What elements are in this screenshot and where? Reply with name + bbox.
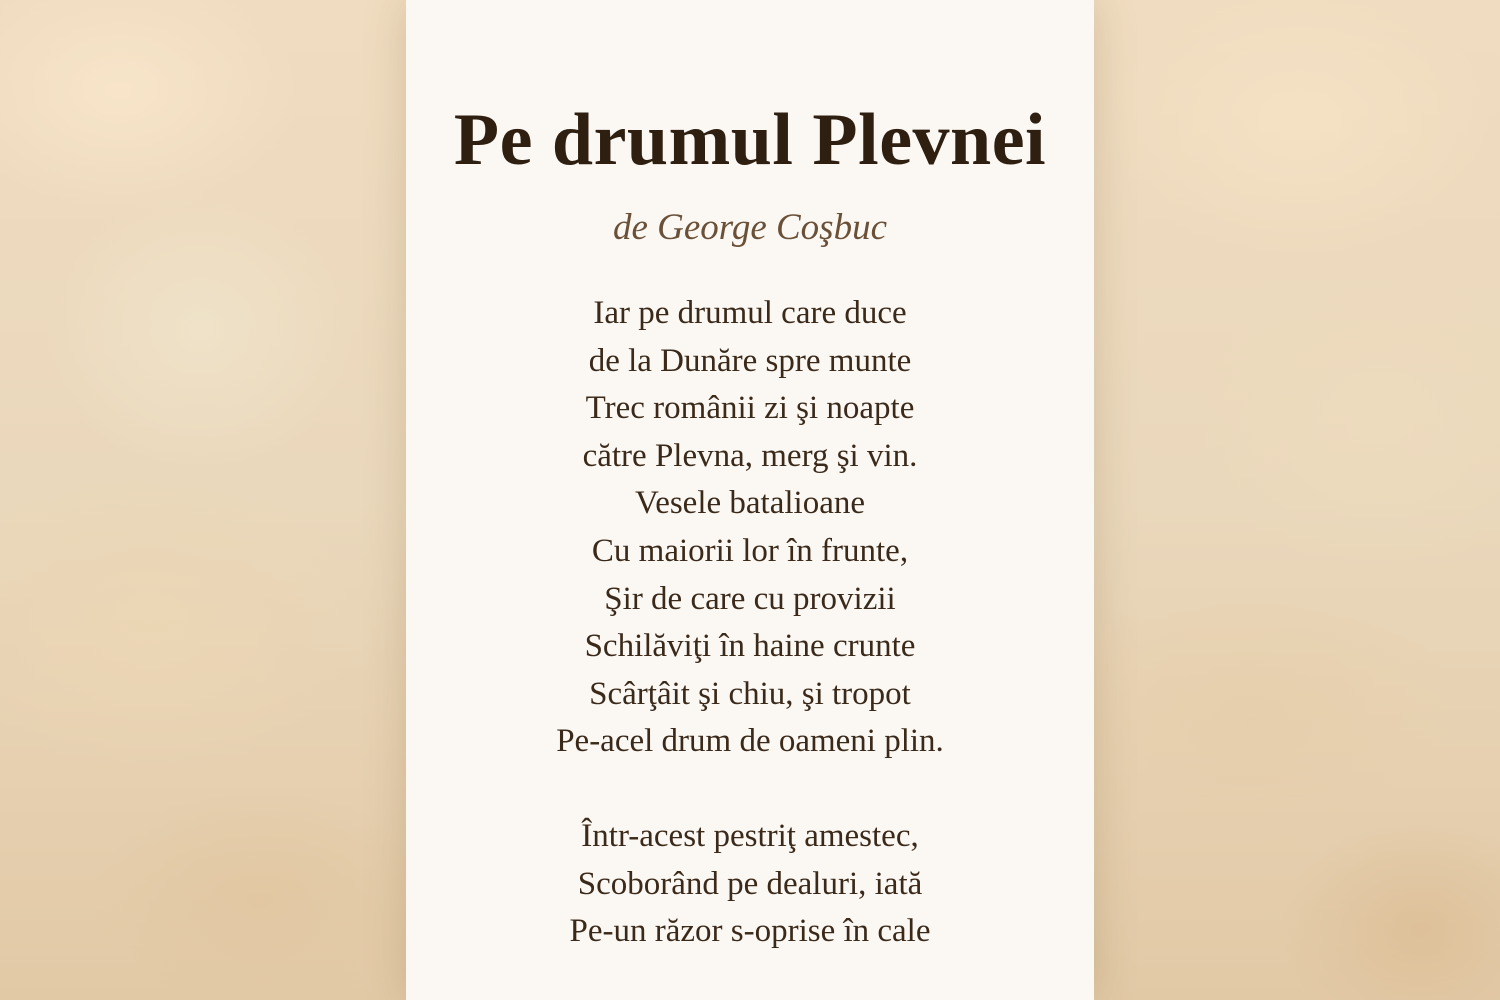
poem-stanza-2 (406, 813, 1094, 956)
verse-line: Trec românii zi şi noapte (585, 390, 915, 427)
verse-line: Vesele batalioane (635, 485, 865, 522)
poem-stanza-1 (406, 290, 1094, 766)
poem-title: Pe drumul Plevnei (453, 99, 1047, 181)
verse-line: Scârţâit şi chiu, şi tropot (589, 675, 911, 712)
verse-line: Cu maiorii lor în frunte, (591, 532, 909, 569)
verse-line: Şir de care cu provizii (604, 580, 896, 617)
verse-line: Iar pe drumul care duce (593, 295, 907, 331)
verse-line: Pe-acel drum de oameni plin. (556, 723, 944, 760)
verse-line: Pe-un răzor s-oprise în cale (569, 913, 931, 950)
verse-line: Într-acest pestriţ amestec, (581, 817, 919, 854)
verse-line: Scoborând pe dealuri, iată (577, 865, 923, 902)
verse-line: de la Dunăre spre munte (588, 342, 912, 379)
verse-line: către Plevna, merg şi vin. (582, 437, 918, 474)
verse-line: Schilăviţi în haine crunte (584, 628, 916, 665)
poem-page (406, 0, 1094, 1000)
poem-author: de George Coşbuc (612, 207, 887, 248)
